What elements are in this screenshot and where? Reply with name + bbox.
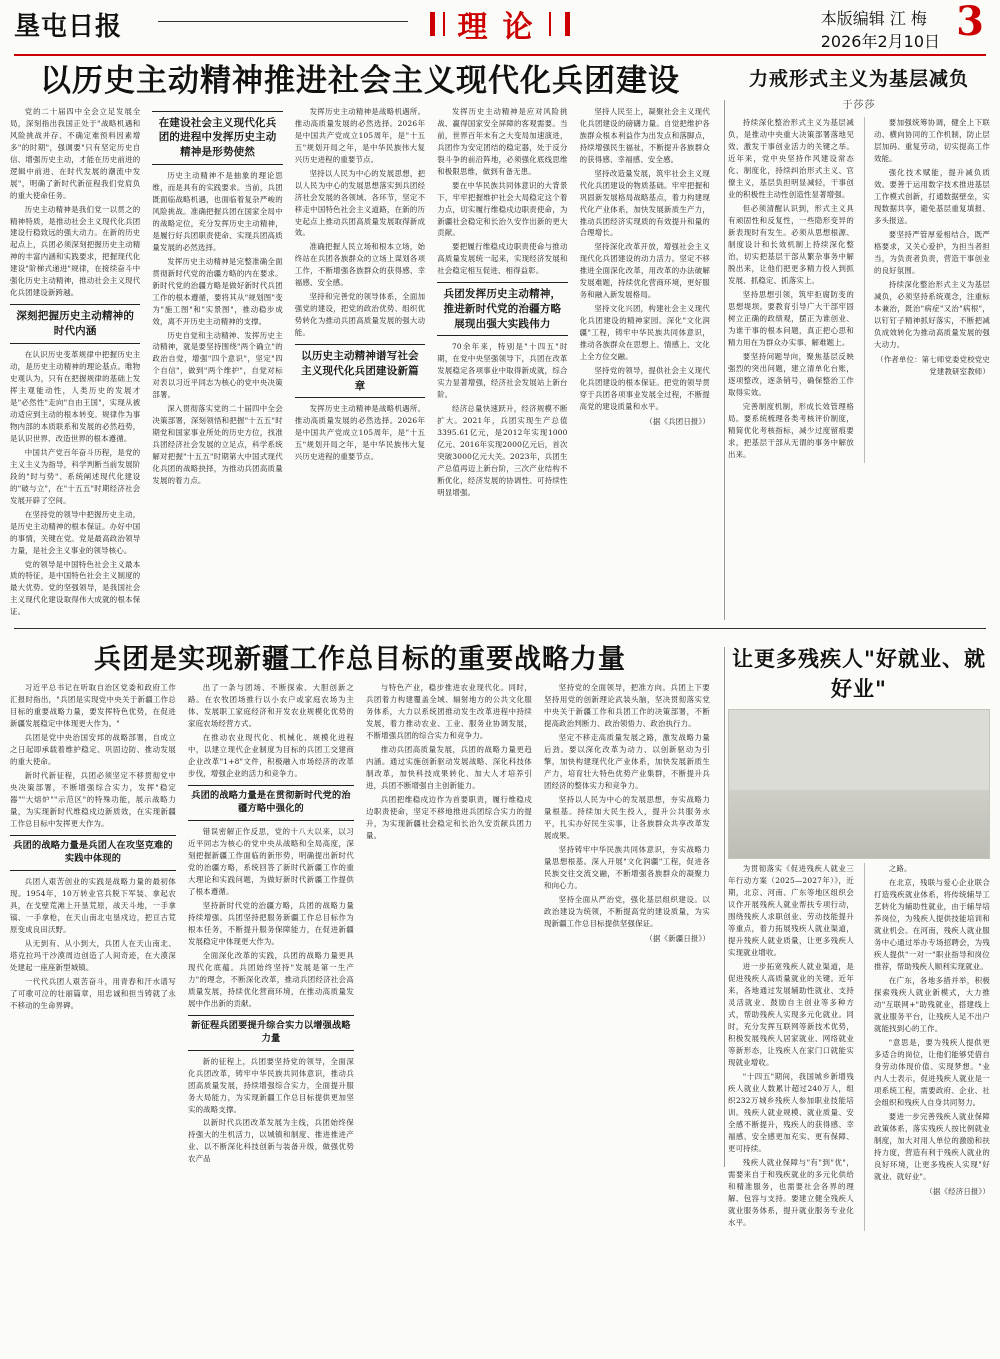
issue-date: 2026年2月10日 [820, 32, 940, 51]
publication-logo: 垦屯日报 [14, 12, 123, 42]
mid-col-3: 与特色产业，稳步推进农业现代化。同时，兵团着力构建覆盖全域、辐射地方的公共文化服务体系，大力以系统团推动发生改革进程中持续发展，着力推动农业、工业、服务业协调发展，不断增强兵团的综合实力和竞争力。 推动兵团高质量发展，兵团的战略力量更趋内涵。通过实施创新驱动发展战略、深化科技体制改革，加快科技成果转化、加大人才培养引进，兵团不断增强自主创新能力。 兵团把维稳戍边作为首要职责，履行维稳戍边职责使命，坚定不移地推进兵团综合实力的提升，为实现新疆社会稳定和长治久安贡献兵团力量。 [366, 683, 532, 841]
mid-col-4: 坚持党的全面领导，把准方向。兵团上下要坚持用党的创新理论武装头脑，坚决贯彻落实党中央关于新疆工作和兵团工作的决策部署，不断提高政治判断力、政治领悟力、政治执行力。 坚定不移走高质量发展之路，激发战略力量后劲。要以深化改革为动力、以创新驱动为引擎，加快构建现代化产业体系，加快发展新质生产力，培育壮大特色优势产业集群，不断提升兵团经济的整体实力和竞争力。 坚持以人民为中心的发展思想，夯实战略力量根基。持续加大民生投入，提升公共服务水平，扎实办好民生实事，让各族群众共享改革发展成果。 坚持铸牢中华民族共同体意识，夯实战略力量思想根基。深入开展"文化润疆"工程，促进各民族交往交流交融，不断增强各族群众的凝聚力和向心力。 坚持全面从严治党，强化基层组织建设。以政治建设为统领，不断提高党的建设质量，为实现新疆工作总目标提供坚强保证。 （据《新疆日报》） [544, 683, 710, 944]
mid-article-credit: （据《新疆日报》） [645, 934, 710, 944]
section-title-right: 论 [502, 10, 543, 45]
mid-section [10, 637, 990, 1227]
main-col-2-subhead: 在建设社会主义现代化兵团的进程中发挥历史主动精神是形势使然 [152, 111, 282, 165]
disabled-employment-photo [728, 709, 990, 859]
mid-headline: 兵团是实现新疆工作总目标的重要战略力量 [94, 644, 626, 676]
main-inline-subhead: 以历史主动精神谱写社会主义现代化兵团建设新篇章 [295, 344, 425, 398]
main-headline: 以历史主动精神推进社会主义现代化兵团建设 [40, 63, 680, 99]
mid-col-2-subhead-2: 新征程兵团要提升综合实力以增强战略力量 [188, 1015, 354, 1051]
top-section [10, 64, 990, 620]
mid-col-1-subhead: 兵团的战略力量是兵团人在攻坚克难的实践中体现的 [10, 835, 176, 871]
mid-col-1: 习近平总书记在听取自治区党委和政府工作汇报时指出，"兵团是实现党中央关于新疆工作总目标的重要战略力量，要发挥特色优势，在促进新疆发展稳定中体现更大作为。" 兵团是党中央治国安邦的战略部署，自成立之日起即承载着维护稳定、巩固边防、推动发展的重大使命。 新时代新征程，兵团必须坚定不移贯彻党中央决策部署，不断增强综合实力，发挥"稳定器""大熔炉""示范区"的特殊功能，展示战略力量，为实现新时代维稳戍边新质效，在实现新疆工作总目标中发挥更大作为。 兵团的战略力量是兵团人在攻坚克难的实践中体现的 兵团人艰苦创业的实践是战略力量的最初体现。1954年，10万转业官兵脱下军装、拿起农具，在戈壁荒滩上开垦荒原，战天斗地，一手拿镐、一手拿枪，在天山南北屯垦戍边，把亘古荒原变成良田沃野。 从无到有、从小到大，兵团人在天山南北、塔克拉玛干沙漠周边创造了人间奇迹，在大漠深处建起一座座新型城镇。 一代代兵团人艰苦奋斗，用青春和汗水谱写了可歌可泣的壮丽篇章，用忠诚和担当铸就了永不移动的生命界碑。 [10, 683, 176, 1010]
disabled-employment-headline: 让更多残疾人"好就业、就好业" [732, 646, 986, 702]
masthead-meta [821, 6, 940, 52]
main-col-4-subhead: 兵团发挥历史主动精神，推进新时代党的治疆方略展现出强大实践伟力 [437, 282, 567, 336]
article-reduce-burden [728, 64, 990, 463]
mid-col-2-subhead: 兵团的战略力量是在贯彻新时代党的治疆方略中强化的 [188, 785, 354, 821]
reduce-burden-credit: （作者单位：第七师党委党校党史党建教研室教师） [876, 354, 990, 376]
main-col-4: 发挥历史主动精神是应对风险挑战、赢得国家安全屏障的客观需要。当前，世界百年未有之大变局加速演进，兵团作为安定团结的稳定器，处于反分裂斗争的前沿阵地，必须强化底线思维和极限思维，做到有备无患。 要在中华民族共同体意识的大背景下，牢牢把握维护社会大局稳定这个着力点，切实履行维稳戍边职责使命，为新疆社会稳定和长治久安作出新的更大贡献。 要把履行维稳戍边职责使命与推动高质量发展统一起来，实现经济发展和社会稳定相互促进、相得益彰。 兵团发挥历史主动精神，推进新时代党的治疆方略展现出强大实践伟力 70余年来，特别是"十四五"时期，在党中央坚强领导下，兵团在改革发展稳定各项事业中取得新成就，综合实力显著增强，经济社会发展站上新台阶。 经济总量快速跃升，经济规模不断扩大。2021年，兵团实现生产总值3395.61亿元，是2012年实现1000亿元、2016年实现2000亿元后，首次突破3000亿元大关。2023年，兵团生产总值再迈上新台阶，三次产业结构不断优化，经济发展的协调性、可持续性明显增强。 [437, 106, 568, 498]
main-col-3: 发挥历史主动精神是战略机遇所。推动高质量发展的必然选择。2026年是中国共产党成立105周年，是"十五五"规划开局之年，是中华民族伟大复兴历史进程的重要节点。 坚持以人民为中心的发展思想，把以人民为中心的发展思想落实到兵团经济社会发展的各领域、各环节，坚定不移走中国特色社会主义道路，在新的历史起点上推动兵团高质量发展取得新成效。 准确把握人民立场和根本立场，始终站在兵团各族群众的立场上谋划各项工作，不断增强各族群众的获得感、幸福感、安全感。 坚持和完善党的领导体系，全面加强党的建设，把党的政治优势、组织优势转化为推动兵团高质量发展的强大动能。 以历史主动精神谱写社会主义现代化兵团建设新篇章 发挥历史主动精神是战略机遇所。推动高质量发展的必然选择。2026年是中国共产党成立105周年，是"十五五"规划开局之年，是中华民族伟大复兴历史进程的重要节点。 [294, 106, 426, 462]
title-bar-right [565, 12, 570, 36]
title-bar-left [430, 12, 435, 36]
section-separator-1 [14, 628, 986, 629]
reduce-burden-col-2: 要加强统筹协调，健全上下联动、横向协同的工作机制，防止层层加码、重复劳动，切实提高工作效能。 强化技术赋能，提升减负质效。要善于运用数字技术推进基层工作模式创新，打通数据壁垒，实现数据共享，避免基层重复填报、多头报送。 要坚持严管厚爱相结合，既严格要求，又关心爱护，为担当者担当，为负责者负责，营造干事创业的良好氛围。 持续深化整治形式主义为基层减负，必须坚持系统观念，注重标本兼治，既治"病症"又治"病根"，以钉钉子精神抓好落实，不断把减负成效转化为推动高质量发展的强大动力。 （作者单位：第七师党委党校党史党建教研室教师） [864, 117, 990, 463]
editor-label: 本版编辑 江 梅 [820, 9, 927, 28]
reduce-burden-col-1: 持续深化整治形式主义为基层减负，是推动中央重大决策部署落地见效、激发干事创业活力的关键之举。近年来，党中央坚持作风建设常态化、制度化，持续纠治形式主义、官僚主义，基层负担明显减轻，干事创业的积极性主动性创造性显著增强。 但必须清醒认识到，形式主义具有顽固性和反复性，一些隐形变异的新表现时有发生。必须从思想根源、制度设计和长效机制上持续深化整治，切实把基层干部从繁杂事务中解脱出来，让他们把更多精力投入到抓发展、抓稳定、抓落实上。 坚持思想引领，筑牢拒腐防变的思想堤坝。要教育引导广大干部牢固树立正确的政绩观，摆正为谁创业、为谁干事的根本问题，真正把心思和精力用在为群众办实事、解难题上。 要坚持问题导向，聚焦基层反映强烈的突出问题，建立清单化台账，逐项整改，逐条销号，确保整治工作取得实效。 完善制度机制，形成长效管理格局。要系统梳理各类考核评价制度，精简优化考核指标，减少过度留痕要求，把基层干部从无谓的事务中解放出来。 [728, 118, 854, 459]
main-article-credit: （据《兵团日报》） [645, 417, 710, 427]
main-col-1-subhead: 深刻把握历史主动精神的时代内涵 [10, 304, 140, 343]
mid-vertical-divider [724, 647, 725, 1167]
title-bar-left-thin [443, 12, 445, 36]
mid-article-columns [10, 682, 710, 1167]
masthead-red-rule [14, 54, 986, 56]
main-col-1: 党的二十届四中全会立足发展全局，深刻指出我国正处于"战略机遇和风险挑战并存、不确定难预料因素增多"的时期"，强调要"只有坚定历史自信、增强历史主动，才能在历史前进的逻辑中前进、在时代发展的潮流中发展"，明确了新时代新征程我们党肩负的重大使命任务。 历史主动精神是我们党一以贯之的精神特质，是推动社会主义现代化兵团建设行稳致远的强大动力。在新的历史起点上，兵团必须深刻把握历史主动精神的丰富内涵和实践要求，把握现代化建设"阶梯式递进"规律，在接续奋斗中强化历史主动精神，推动社会主义现代化兵团建设新跨越。 深刻把握历史主动精神的时代内涵 在认识历史变革规律中把握历史主动，是历史主动精神的理论基点。唯物史观认为，只有在把握规律的基础上发挥主观能动性，人类历史的发展才是"必然性"走向"自由王国"，实现从被动适应到主动的根本转变。规律作为事物内部的本质联系和发展的必然趋势，是认识世界、改造世界的根本遵循。 中国共产党百年奋斗历程，是党的主义主义为指导，科学判断当前发展阶段的"时与势"、系统阐述现代化建设的"破与立"，在"十五五"时期经济社会发展开辟了空间。 在坚持党的领导中把握历史主动，是历史主动精神的根本保证。办好中国的事情，关键在党。党是最高政治领导力量，是社会主义事业的领导核心。 党的领导是中国特色社会主义最本质的特征，是中国特色社会主义制度的最大优势。党的坚强领导，是我国社会主义现代化建设取得伟大成就的根本保证。 [10, 106, 141, 617]
main-article-columns [10, 106, 710, 621]
disabled-employment-col-1: 为贯彻落实《促进残疾人就业三年行动方案（2025—2027年）》，近期，北京、河南、广东等地区组织会议作开展残疾人就业帮扶专项行动，围绕残疾人求职创业、劳动技能提升等重点，着力拓展残疾人就业渠道，提升残疾人就业质量，让更多残疾人实现就业增收。 进一步拓宽残疾人就业渠道，是促进残疾人高质量就业的关键。近年来，各地通过发展辅助性就业、支持灵活就业、鼓励自主创业等多种方式，帮助残疾人实现多元化就业。同时，充分发挥互联网等新技术优势，积极发展残疾人居家就业、网络就业等新形态，让残疾人在家门口就能实现就业增收。 "十四五"期间，我国城乡新增残疾人就业人数累计超过240万人，组织232万城乡残疾人参加职业技能培训。残疾人就业规模、就业质量、安全感不断提升，残疾人的获得感、幸福感、安全感更加充实、更有保障、更可持续。 残疾人就业保障与"有"到"优"，需要来自于和残疾就业的多元化供给和精准服务，也需要社会各界的理解、包容与支持。要建立健全残疾人就业服务体系，提升就业服务专业化水平。 [728, 864, 854, 1227]
article-disabled-employment [728, 637, 990, 1231]
title-bar-right-thin [549, 12, 551, 36]
page-number: 3 [956, 0, 984, 45]
section-title-left: 理 [457, 10, 498, 45]
disabled-employment-credit: （据《经济日报》） [925, 1187, 990, 1197]
top-vertical-divider [724, 100, 725, 620]
masthead [10, 0, 990, 52]
mid-col-2: 出了一条与团场、不断探索、大胆创新之路。在农牧团场推行以小农户或家庭农场为主体、发展职工家庭经济和开发农业规模化优势的家庭农场经营方式。 在推动农业现代化、机械化、规模化进程中，以建立现代企业制度为目标的兵团工交建商企业改革"1+8"文件，积极融入市场经济的改革步伐，增强企业的活力和竞争力。 兵团的战略力量是在贯彻新时代党的治疆方略中强化的 错误密解正作反思，党的十八大以来，以习近平同志为核心的党中央从战略和全局高度，深刻把握新疆工作面临的新形势，明确提出新时代党的治疆方略，系统回答了新时代新疆工作的重大理论和实践问题，为做好新时代新疆工作提供了根本遵循。 坚持新时代党的治疆方略，兵团的战略力量持续增强。兵团坚持把服务新疆工作总目标作为根本任务，不断提升服务保障能力，在促进新疆发展稳定中体现更大作为。 全面深化改革的实践，兵团的战略力量更具现代化底蕴。兵团始终坚持"发展是第一生产力"的理念，不断深化改革，推动兵团经济社会高质量发展，持续优化营商环境，在推动高质量发展中作出新的贡献。 新征程兵团要提升综合实力以增强战略力量 新的征程上，兵团要坚持党的领导，全面深化兵团改革，铸牢中华民族共同体意识，推动兵团高质量发展，持续增强综合实力，全面提升服务大局能力，为实现新疆工作总目标提供更加坚实的战略支撑。 以新时代兵团改革发展为主线，兵团始终保持强大的生机活力，以城镇和制度、推进推进产业、以不断深化科技创新与装备升级，做强优势农产品 [188, 683, 354, 1164]
main-col-2: 在建设社会主义现代化兵团的进程中发挥历史主动精神是形势使然 历史主动精神不是抽象的理论思维，而是具有的实践要求。当前，兵团既面临战略机遇，也面临着复杂严峻的风险挑战。准确把握兵团在国家全局中的战略定位，充分发挥历史主动精神，是履行好兵团职责使命、实现兵团高质量发展的必然选择。 发挥历史主动精神是完整准确全面贯彻新时代党的治疆方略的内在要求。新时代党的治疆方略是做好新时代兵团工作的根本遵循，要将其从"规划图"变为"施工图"和"实景图"，推动稳步成效，离不开历史主动精神的支撑。 历史自觉和主动精神、发挥历史主动精神，就是要坚持围绕"两个确立"的政治自觉，增强"四个意识"，坚定"四个自信"，做到"两个维护"，自觉对标对表以习近平同志为核心的党中央决策部署。 深入贯彻落实党的二十届四中全会决策部署，深刻领悟和把握"十五五"时期党和国家事业所处的历史方位，找准兵团经济社会发展的立足点，科学系统解对把握"十五五"时期第大中国式现代化兵团的战略抉择，为推动兵团高质量发展的着力点。 [152, 106, 282, 621]
article-reduce-burden-headline: 力戒形式主义为基层减负 [748, 68, 969, 90]
main-col-5: 坚持人民至上，凝聚社会主义现代化兵团建设的磅礴力量。自觉把维护各族群众根本利益作为出发点和落脚点，持续增强民生福祉，不断提升各族群众的获得感、幸福感、安全感。 坚持改造量发展，筑牢社会主义现代化兵团建设的物质基础。牢牢把握和巩固新发展格局战略基点，着力构建现代化产业体系，加快发展新质生产力，推动兵团经济实现质的有效提升和量的合理增长。 坚持深化改革开放，增强社会主义现代化兵团建设的动力活力。坚定不移推进全面深化改革，用改革的办法破解发展难题，持续优化营商环境，更好服务和融入新发展格局。 坚持文化兴团，构建社会主义现代化兵团建设的精神家园。深化"文化润疆"工程，铸牢中华民族共同体意识，推动各族群众在思想上、情感上、文化上全方位交融。 坚持党的领导，提供社会主义现代化兵团建设的根本保证。把党的领导贯穿于兵团各项事业发展全过程，不断提高党的建设质量和水平。 （据《兵团日报》） [579, 106, 710, 427]
disabled-employment-col-2: 之路。 在北京，残联与爱心企业联合打造残疾就业体系，将传统辅导工艺转化为辅助性就业，由于辅导培养岗位，为残疾人提供技能培训和就业机会。在河南，残疾人就业服务中心通过举办专场招聘会，为残疾人提供"一对一"职业指导和岗位推荐，帮助残疾人顺利实现就业。 在广东，各地多措并举，积极探索残疾人就业新模式，大力推动"互联网+"助残就业，搭建线上就业服务平台，让残疾人足不出户就能找到心的工作。 "意思是，要为残疾人提供更多适合的岗位，让他们能够凭借自身劳动体现价值、实现梦想。"业内人士表示，促进残疾人就业是一项系统工程，需要政府、企业、社会组织和残疾人自身共同努力。 要进一步完善残疾人就业保障政策体系，落实残疾人按比例就业制度，加大对用人单位的激励和扶持力度，营造有利于残疾人就业的良好环境，让更多残疾人实现"好就业、就好业"。 （据《经济日报》） [864, 863, 990, 1231]
article-reduce-burden-byline: 于莎莎 [842, 100, 876, 111]
